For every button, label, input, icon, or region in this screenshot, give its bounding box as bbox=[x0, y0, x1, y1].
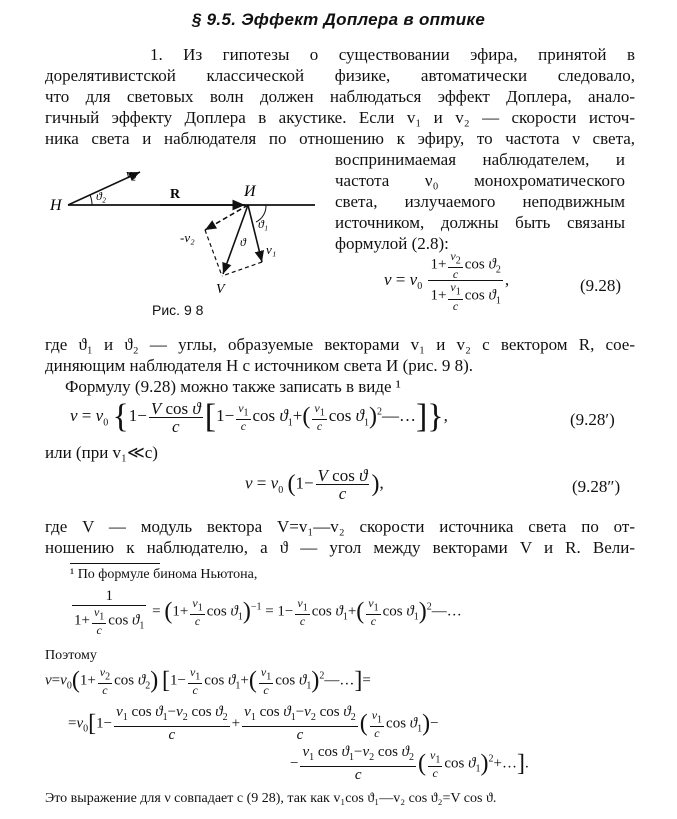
minus-v2-vector bbox=[205, 205, 248, 230]
paragraph-3 bbox=[65, 376, 625, 397]
footnote-intro: ¹ По формуле бинома Ньютона, bbox=[70, 567, 258, 582]
label-theta: ϑ bbox=[240, 235, 246, 249]
equation-number: (9.28) bbox=[580, 276, 622, 295]
figure-caption: Рис. 9 8 bbox=[152, 302, 204, 318]
v1-vector bbox=[248, 205, 262, 262]
footnote-closing: Это выражение для ν совпадает с (9 28), так как v₁cos ϑ₁—v₂ cos ϑ₂=V cos ϑ. bbox=[45, 791, 497, 806]
label-v2: v₂ bbox=[126, 166, 137, 181]
text-line: диняющим наблюдателя H с источником света И (рис. 9 8). bbox=[45, 356, 474, 375]
label-theta2: ϑ₂ bbox=[96, 189, 107, 203]
footnote-therefore: Поэтому bbox=[45, 648, 97, 663]
label-theta1: ϑ₁ bbox=[258, 217, 269, 231]
paragraph-1-continued bbox=[335, 149, 625, 254]
footnote-product-line-3: − $\frac{v_1 \cos ϑ_1-v_2 \cos ϑ_2}{c}$ ( $\frac{v_1}{c}$ $\cos ϑ_1)^2+\dots$]. bbox=[290, 744, 529, 783]
footnote-rule bbox=[70, 563, 160, 564]
text-line: ника света и наблюдателя по отношению к эфиру, то частота ν света, bbox=[45, 129, 635, 148]
parallelogram-edge bbox=[205, 230, 222, 276]
theta2-arc bbox=[90, 195, 92, 205]
text-line: где V — модуль вектора V=v₁—v₂ скорости источника света по от- bbox=[45, 517, 635, 536]
text-line: источником, должны быть связаны bbox=[335, 213, 625, 232]
text-line: воспринимаемая наблюдателем, и bbox=[335, 150, 625, 169]
equation-9-28-prime: $\nu = \nu_0$ {1− $\frac{\text{V cos ϑ}}{c}$ [1− $\frac{v_1}{c}$ $\cos ϑ_1+$( $\frac{v_1}{c}$ $\cos ϑ_1)^2—\dots$]}, bbox=[70, 398, 448, 436]
text-line: гичный эффекту Доплера в акустике. Если v₁ и v₂ — скорости источ- bbox=[45, 108, 635, 127]
label-i: И bbox=[244, 183, 256, 200]
text-line: дорелятивистской классической физике, автоматически следовало, bbox=[45, 66, 635, 85]
section-heading: § 9.5. Эффект Доплера в оптике bbox=[191, 10, 486, 29]
paragraph-5 bbox=[45, 516, 635, 558]
paragraph-1 bbox=[45, 44, 635, 149]
figure-9-8 bbox=[40, 150, 330, 300]
paragraph-2 bbox=[45, 334, 635, 376]
equation-9-28: $\nu = \nu_0$ 1+ $\frac{v_2}{c}$ $\cos ϑ_2$ 1+ $\frac{v_1}{c}$ $\cos ϑ_1$ , bbox=[384, 249, 510, 313]
text-line: Формулу (9.28) можно также записать в виде ¹ bbox=[65, 377, 401, 396]
footnote-binomial-formula: 1 1+ $\frac{v_1}{c}$ $\cos ϑ_1$ = (1+ $\frac{v_1}{c}$ $\cos ϑ_1)^{-1} = 1-$ $\frac{v_1}{c}$ $\cos ϑ_1+$( $\frac{v_1}{c}$ $\cos ϑ_1)^2—\dots$ bbox=[74, 588, 462, 638]
text-line: где ϑ₁ и ϑ₂ — углы, образуемые векторами v₁ и v₂ с вектором R, сое- bbox=[45, 335, 635, 354]
footnote-product-line-2: $=\nu_0[1-$ $\frac{v_1 \cos ϑ_1-v_2 \cos ϑ_2}{c}$ + $\frac{v_1 \cos ϑ_1-v_2 \cos ϑ_2}{c}$ ( $\frac{v_1}{c}$ $\cos ϑ_1)-$ bbox=[68, 704, 439, 743]
label-v: V bbox=[216, 282, 225, 297]
text-line: частота ν₀ монохроматического bbox=[335, 171, 625, 190]
text-line: ношению к наблюдателю, а ϑ — угол между векторами V и R. Вели- bbox=[45, 538, 635, 557]
paragraph-4 bbox=[45, 442, 345, 463]
parallelogram-edge bbox=[222, 262, 262, 276]
footnote-product-line-1: $\nu=\nu_0(1+$ $\frac{v_2}{c}$ $\cos ϑ_2$) [1− $\frac{v_1}{c}$ $\cos ϑ_1+$( $\frac{v_1}{c}$ $\cos ϑ_1)^2—\dots]=$ bbox=[45, 665, 371, 698]
equation-number: (9.28″) bbox=[572, 477, 621, 496]
text-line: формулой (2.8): bbox=[335, 234, 449, 253]
text-line: света, излучаемого неподвижным bbox=[335, 192, 625, 211]
label-v1: v₁ bbox=[266, 242, 277, 257]
label-minus-v2: -v₂ bbox=[180, 230, 195, 245]
text-line: 1. Из гипотезы о существовании эфира, принятой в bbox=[150, 45, 635, 64]
label-h: H bbox=[50, 197, 62, 214]
equation-9-28-double-prime: $\nu = \nu_0$ (1− $\frac{\text{V cos ϑ}}{c}$ ), bbox=[245, 466, 384, 503]
text-line: что для световых волн должен наблюдаться эффект Доплера, анало- bbox=[45, 87, 635, 106]
label-r: R bbox=[170, 187, 181, 202]
equation-number: (9.28′) bbox=[570, 410, 615, 429]
text-line: или (при v₁≪c) bbox=[45, 443, 158, 462]
